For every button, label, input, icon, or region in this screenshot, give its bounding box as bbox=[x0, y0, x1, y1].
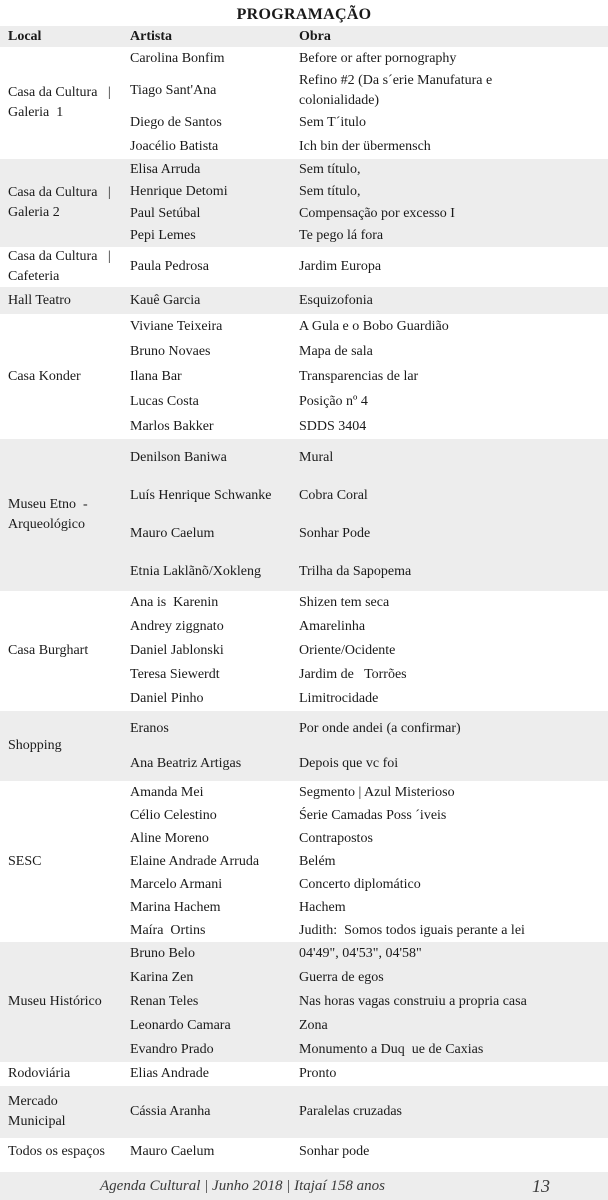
page-number: 13 bbox=[532, 1175, 550, 1196]
local-cell: Casa da Cultura | Cafeteria bbox=[8, 249, 111, 284]
table-row bbox=[130, 663, 608, 687]
artista-cell: Marina Hachem bbox=[130, 899, 221, 915]
artista-cell: Teresa Siewerdt bbox=[130, 667, 220, 682]
artista-cell: Célio Celestino bbox=[130, 807, 217, 823]
artista-cell: Daniel Jablonski bbox=[130, 643, 224, 658]
table-row bbox=[130, 255, 608, 279]
table-row bbox=[130, 389, 608, 414]
obra-cell: Refino #2 (Da s´erie Manufatura e colonialidade) bbox=[299, 73, 493, 108]
obra-cell: Jardim Europa bbox=[299, 259, 382, 274]
artista-cell: Aline Moreno bbox=[130, 830, 209, 846]
table-row bbox=[130, 711, 608, 746]
obra-cell: Sem título, bbox=[299, 184, 361, 199]
local-cell: Casa da Cultura | Galeria 2 bbox=[8, 185, 111, 220]
table-row bbox=[130, 1038, 608, 1062]
table-row bbox=[130, 439, 608, 477]
table-row bbox=[130, 477, 608, 515]
artista-cell: Paul Setúbal bbox=[130, 206, 201, 221]
obra-cell: Judith: Somos todos iguais perante a lei bbox=[299, 922, 525, 938]
artista-cell: Daniel Pinho bbox=[130, 691, 204, 706]
obra-cell: Cobra Coral bbox=[299, 488, 368, 503]
local-cell: Casa Konder bbox=[8, 368, 81, 384]
location-group bbox=[0, 781, 608, 942]
location-group bbox=[0, 1138, 608, 1165]
footer-text: Agenda Cultural | Junho 2018 | Itajaí 158 anos bbox=[100, 1177, 385, 1194]
table-row bbox=[130, 873, 608, 896]
obra-cell: Jardim de Torrões bbox=[299, 667, 407, 682]
artista-cell: Maíra Ortins bbox=[130, 922, 206, 938]
obra-cell: Sonhar Pode bbox=[299, 526, 371, 541]
table-row bbox=[130, 804, 608, 827]
artista-cell: Bruno Belo bbox=[130, 946, 195, 961]
local-cell: Hall Teatro bbox=[8, 292, 71, 308]
obra-cell: Zona bbox=[299, 1018, 328, 1033]
table-row bbox=[130, 827, 608, 850]
location-group bbox=[0, 1062, 608, 1086]
table-row bbox=[130, 896, 608, 919]
artista-cell: Amanda Mei bbox=[130, 784, 204, 800]
table-row bbox=[130, 942, 608, 966]
programacao-table bbox=[0, 47, 608, 1165]
obra-cell: Amarelinha bbox=[299, 619, 366, 634]
table-row bbox=[130, 71, 608, 111]
obra-cell: Esquizofonia bbox=[299, 292, 373, 308]
local-cell: Todos os espaços bbox=[8, 1143, 106, 1159]
group-rows bbox=[130, 1092, 608, 1132]
table-row bbox=[130, 615, 608, 639]
location-group bbox=[0, 942, 608, 1062]
artista-cell: Carolina Bonfim bbox=[130, 51, 225, 66]
local-cell: Mercado Municipal bbox=[8, 1094, 66, 1129]
table-row bbox=[130, 159, 608, 181]
artista-cell: Pepi Lemes bbox=[130, 228, 196, 243]
obra-cell: Nas horas vagas construiu a propria casa bbox=[299, 994, 527, 1009]
artista-cell: Diego de Santos bbox=[130, 115, 222, 130]
table-row bbox=[130, 553, 608, 591]
location-group bbox=[0, 287, 608, 314]
obra-cell: Transparencias de lar bbox=[299, 368, 419, 384]
artista-cell: Kauê Garcia bbox=[130, 292, 201, 308]
column-header-artista: Artista bbox=[130, 28, 172, 44]
page-footer bbox=[0, 1172, 608, 1200]
artista-cell: Mauro Caelum bbox=[130, 526, 215, 541]
obra-cell: Monumento a Duq ue de Caxias bbox=[299, 1042, 484, 1057]
table-row bbox=[130, 181, 608, 203]
artista-cell: Renan Teles bbox=[130, 994, 199, 1009]
artista-cell: Paula Pedrosa bbox=[130, 259, 209, 274]
artista-cell: Ana is Karenin bbox=[130, 595, 219, 610]
location-group bbox=[0, 47, 608, 159]
artista-cell: Mauro Caelum bbox=[130, 1143, 215, 1159]
group-rows bbox=[130, 439, 608, 591]
artista-cell: Elias Andrade bbox=[130, 1066, 209, 1081]
table-row bbox=[130, 919, 608, 942]
table-row bbox=[130, 314, 608, 339]
table-row bbox=[130, 781, 608, 804]
column-header-obra: Obra bbox=[299, 28, 331, 44]
artista-cell: Ana Beatriz Artigas bbox=[130, 755, 242, 771]
artista-cell: Leonardo Camara bbox=[130, 1018, 231, 1033]
artista-cell: Marcelo Armani bbox=[130, 876, 223, 892]
table-row bbox=[130, 515, 608, 553]
group-rows bbox=[130, 591, 608, 711]
obra-cell: Sem T´itulo bbox=[299, 115, 367, 130]
obra-cell: Sem título, bbox=[299, 162, 361, 177]
group-rows bbox=[130, 287, 608, 314]
obra-cell: Before or after pornography bbox=[299, 51, 457, 66]
artista-cell: Karina Zen bbox=[130, 970, 194, 985]
table-row bbox=[130, 1014, 608, 1038]
table-row bbox=[130, 339, 608, 364]
obra-cell: Paralelas cruzadas bbox=[299, 1104, 402, 1119]
local-cell: Museu Etno - Arqueológico bbox=[8, 497, 88, 532]
obra-cell: Śerie Camadas Poss ´iveis bbox=[299, 807, 447, 823]
artista-cell: Tiago Sant'Ana bbox=[130, 83, 217, 98]
artista-cell: Etnia Laklãnõ/Xokleng bbox=[130, 564, 262, 579]
artista-cell: Eranos bbox=[130, 720, 169, 736]
table-row bbox=[130, 746, 608, 781]
obra-cell: 04'49", 04'53", 04'58" bbox=[299, 946, 422, 961]
local-cell: Shopping bbox=[8, 738, 62, 753]
table-row bbox=[130, 203, 608, 225]
column-header-local: Local bbox=[8, 28, 42, 44]
artista-cell: Bruno Novaes bbox=[130, 343, 211, 359]
table-row bbox=[130, 225, 608, 247]
obra-cell: Ich bin der übermensch bbox=[299, 139, 431, 154]
obra-cell: Sonhar pode bbox=[299, 1143, 370, 1159]
table-row bbox=[130, 1138, 608, 1165]
group-rows bbox=[130, 47, 608, 159]
location-group bbox=[0, 439, 608, 591]
table-header-row bbox=[0, 26, 608, 47]
table-row bbox=[130, 111, 608, 135]
location-group bbox=[0, 1086, 608, 1138]
obra-cell: Hachem bbox=[299, 899, 346, 915]
artista-cell: Elaine Andrade Arruda bbox=[130, 853, 260, 869]
artista-cell: Joacélio Batista bbox=[130, 139, 219, 154]
obra-cell: Depois que vc foi bbox=[299, 755, 399, 771]
group-rows bbox=[130, 1138, 608, 1165]
table-row bbox=[130, 850, 608, 873]
table-row bbox=[130, 287, 608, 314]
obra-cell: Te pego lá fora bbox=[299, 228, 384, 243]
group-rows bbox=[130, 314, 608, 439]
local-cell: Rodoviária bbox=[8, 1066, 71, 1081]
location-group bbox=[0, 591, 608, 711]
group-rows bbox=[130, 781, 608, 942]
table-row bbox=[130, 639, 608, 663]
table-row bbox=[130, 591, 608, 615]
artista-cell: Henrique Detomi bbox=[130, 184, 228, 199]
obra-cell: Segmento | Azul Misterioso bbox=[299, 784, 455, 800]
table-row bbox=[130, 990, 608, 1014]
artista-cell: Evandro Prado bbox=[130, 1042, 214, 1057]
artista-cell: Marlos Bakker bbox=[130, 418, 214, 434]
table-row bbox=[130, 414, 608, 439]
obra-cell: Mural bbox=[299, 450, 334, 465]
group-rows bbox=[130, 711, 608, 781]
location-group bbox=[0, 159, 608, 247]
group-rows bbox=[130, 1062, 608, 1086]
obra-cell: Por onde andei (a confirmar) bbox=[299, 720, 461, 736]
table-row bbox=[130, 47, 608, 71]
obra-cell: SDDS 3404 bbox=[299, 418, 367, 434]
obra-cell: Compensação por excesso I bbox=[299, 206, 455, 221]
obra-cell: Posição nº 4 bbox=[299, 393, 368, 409]
location-group bbox=[0, 247, 608, 287]
obra-cell: Concerto diplomático bbox=[299, 876, 421, 892]
obra-cell: Trilha da Sapopema bbox=[299, 564, 412, 579]
table-row bbox=[130, 364, 608, 389]
local-cell: Museu Histórico bbox=[8, 994, 102, 1009]
obra-cell: Guerra de egos bbox=[299, 970, 384, 985]
obra-cell: Contrapostos bbox=[299, 830, 373, 846]
artista-cell: Lucas Costa bbox=[130, 393, 199, 409]
obra-cell: Oriente/Ocidente bbox=[299, 643, 396, 658]
table-row bbox=[130, 1100, 608, 1124]
artista-cell: Denilson Baniwa bbox=[130, 450, 227, 465]
group-rows bbox=[130, 942, 608, 1062]
local-cell: Casa da Cultura | Galeria 1 bbox=[8, 85, 111, 120]
artista-cell: Ilana Bar bbox=[130, 368, 182, 384]
obra-cell: Mapa de sala bbox=[299, 343, 373, 359]
artista-cell: Cássia Aranha bbox=[130, 1104, 211, 1119]
obra-cell: Limitrocidade bbox=[299, 691, 379, 706]
page-title: PROGRAMAÇÃO bbox=[236, 6, 372, 23]
local-cell: Casa Burghart bbox=[8, 643, 89, 658]
location-group bbox=[0, 711, 608, 781]
table-row bbox=[130, 966, 608, 990]
artista-cell: Viviane Teixeira bbox=[130, 318, 223, 334]
table-row bbox=[130, 1062, 608, 1086]
group-rows bbox=[130, 247, 608, 287]
obra-cell: Belém bbox=[299, 853, 336, 869]
table-row bbox=[130, 135, 608, 159]
local-cell: SESC bbox=[8, 853, 42, 869]
group-rows bbox=[130, 159, 608, 247]
obra-cell: Shizen tem seca bbox=[299, 595, 390, 610]
artista-cell: Andrey ziggnato bbox=[130, 619, 224, 634]
obra-cell: A Gula e o Bobo Guardião bbox=[299, 318, 449, 334]
table-row bbox=[130, 687, 608, 711]
artista-cell: Luís Henrique Schwanke bbox=[130, 488, 272, 503]
location-group bbox=[0, 314, 608, 439]
artista-cell: Elisa Arruda bbox=[130, 162, 201, 177]
obra-cell: Pronto bbox=[299, 1066, 337, 1081]
